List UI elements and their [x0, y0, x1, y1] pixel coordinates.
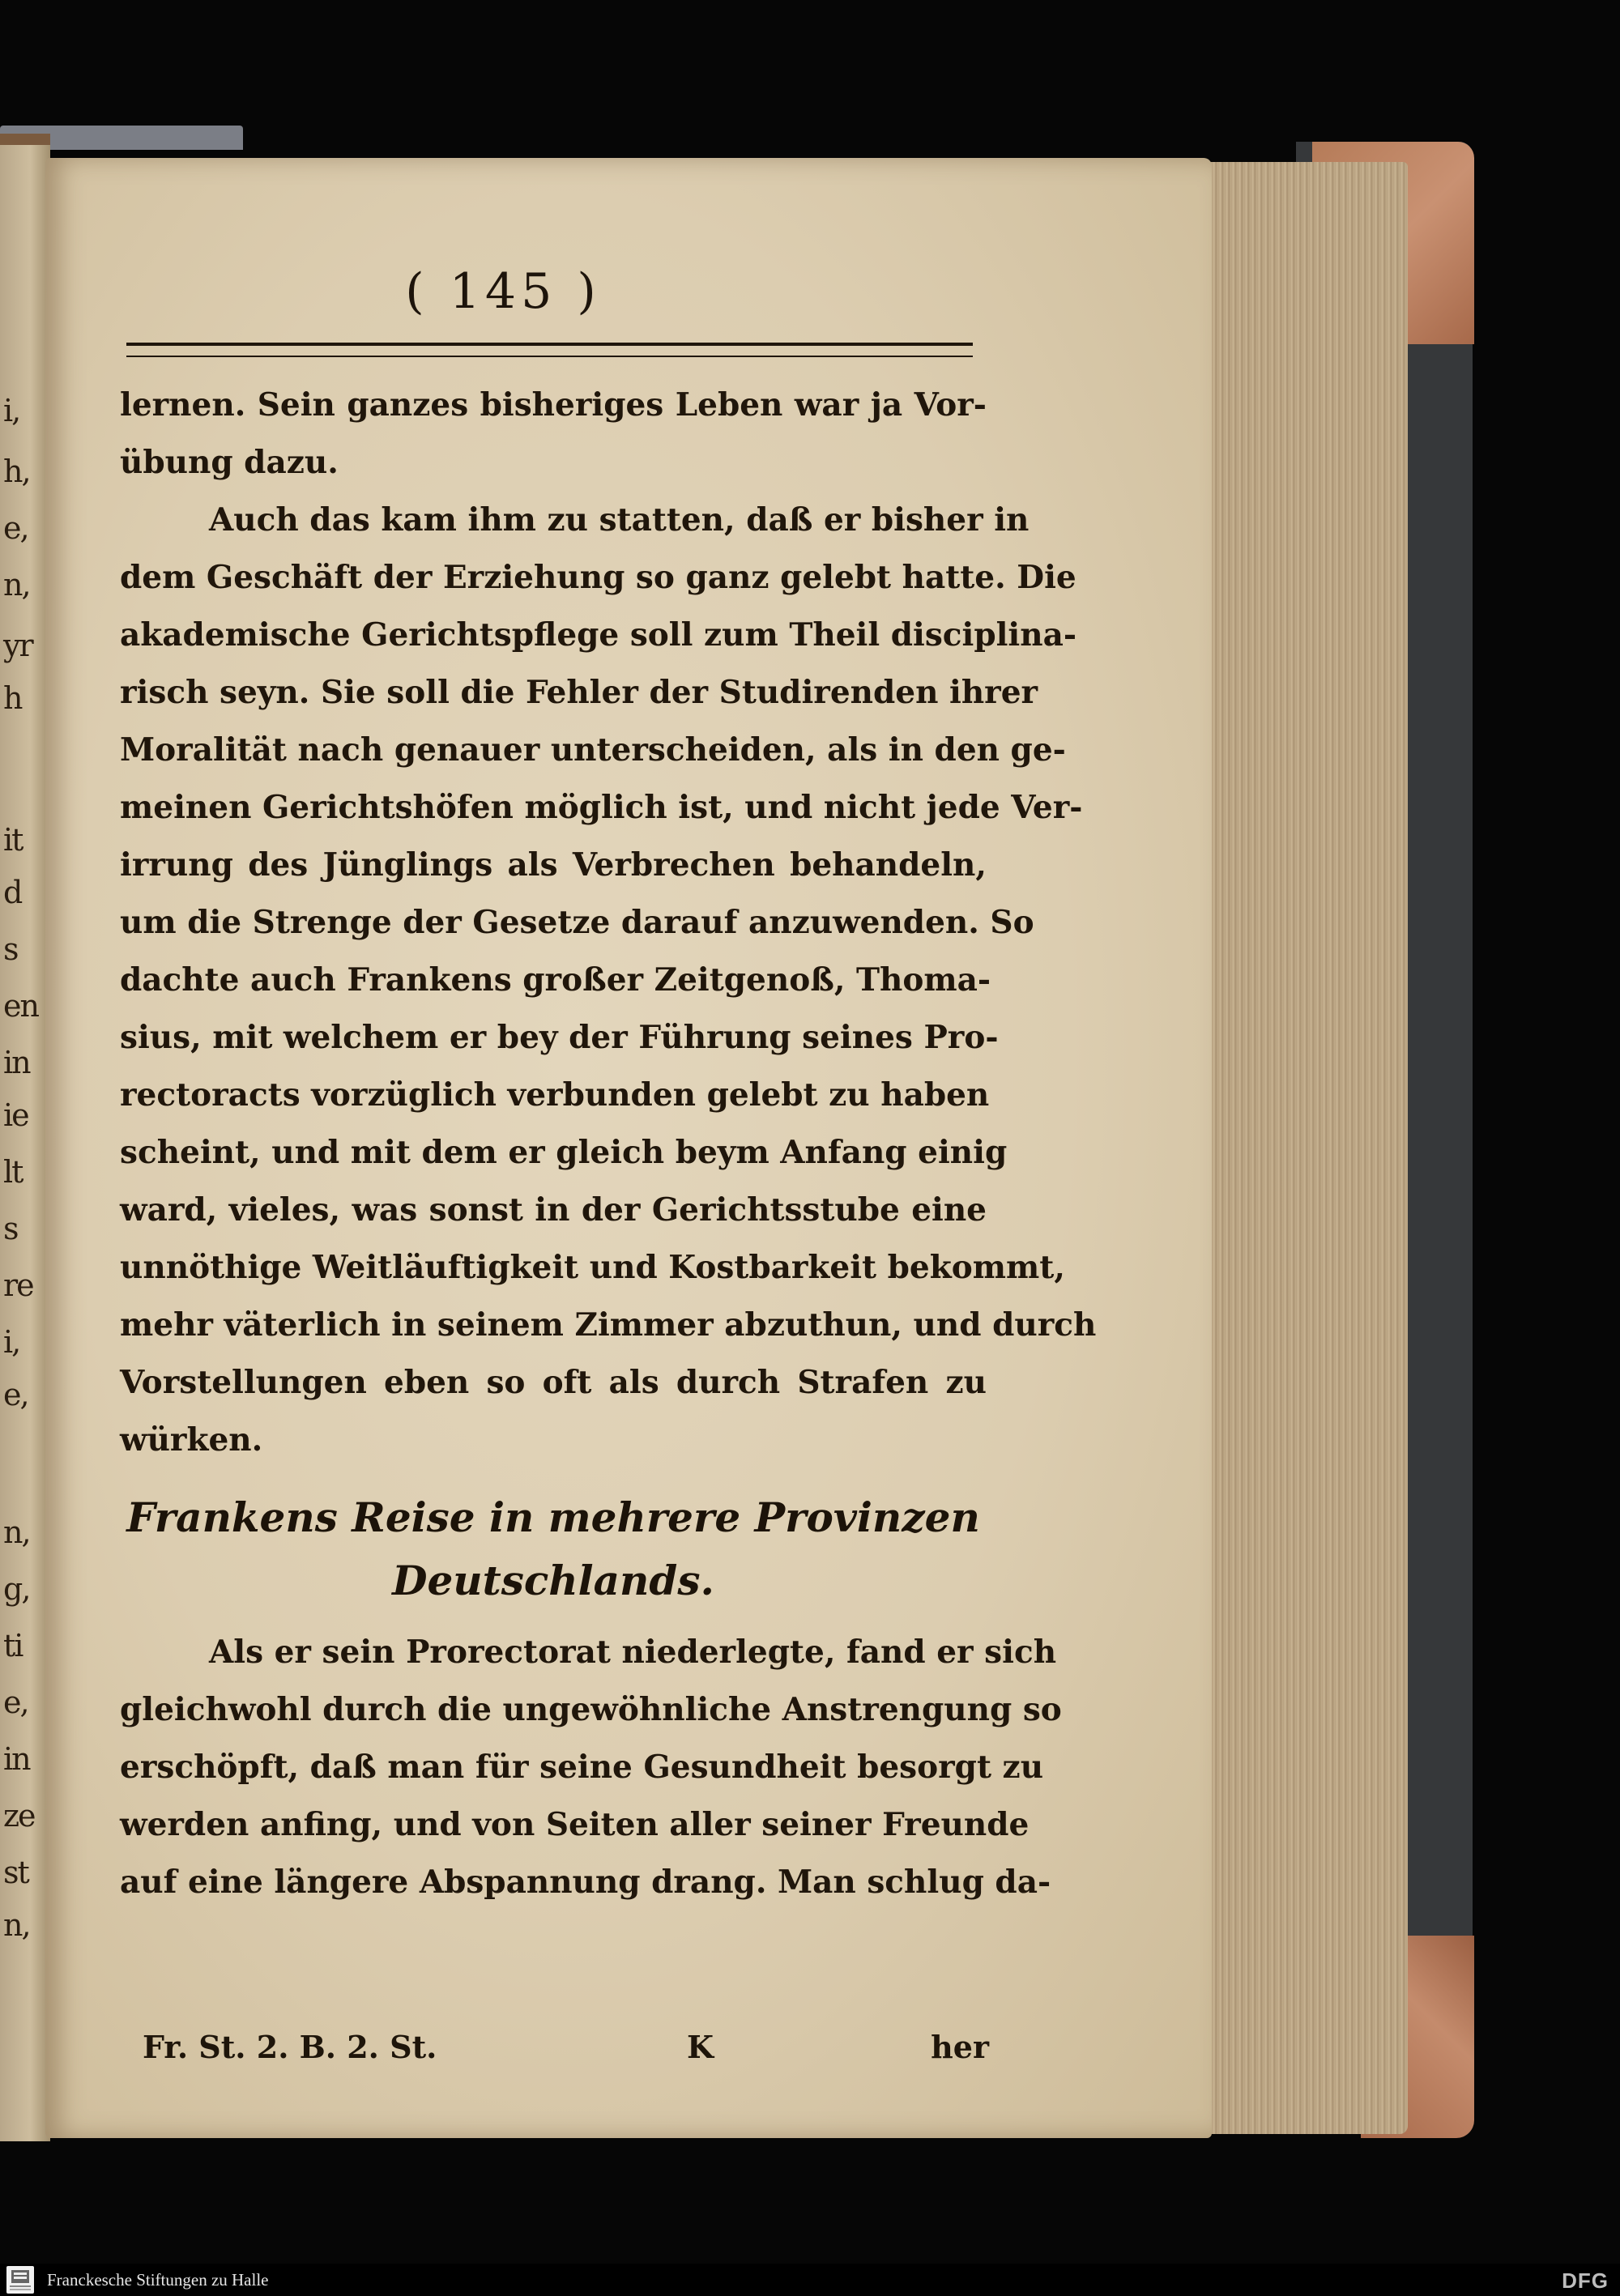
section-heading: [120, 1486, 987, 1612]
text-line: gleichwohl durch die ungewöhnliche Anstrengung so: [120, 1691, 1062, 1728]
text-line: mehr väterlich in seinem Zimmer abzuthun, und durch: [120, 1306, 1097, 1344]
margin-fragment: e,: [3, 1377, 28, 1412]
text-line: meinen Gerichtshöfen möglich ist, und nicht jede Ver-: [120, 789, 1083, 826]
signature-mark: K: [687, 2029, 714, 2065]
page-number: ( 145 ): [405, 263, 601, 320]
margin-fragment: h: [3, 680, 22, 716]
dfg-logo: DFG: [1562, 2268, 1609, 2293]
text-line: unnöthige Weitläuftigkeit und Kostbarkeit bekommt,: [120, 1249, 1065, 1286]
margin-fragment: i,: [3, 393, 20, 428]
margin-fragment: i,: [3, 1324, 20, 1360]
institution-logo-icon: [6, 2266, 34, 2294]
margin-fragment: g,: [3, 1571, 30, 1607]
text-line: erschöpft, daß man für seine Gesundheit besorgt zu: [120, 1749, 1044, 1786]
margin-fragment: d: [3, 875, 22, 910]
margin-fragment: e,: [3, 1685, 28, 1720]
body-text-section-2: [120, 1624, 1062, 1911]
margin-fragment: ze: [3, 1798, 35, 1834]
text-line: scheint, und mit dem er gleich beym Anfang einig: [120, 1134, 1008, 1171]
text-line: auf eine längere Abspannung drang. Man schlug da-: [120, 1864, 1051, 1901]
institution-name: Franckesche Stiftungen zu Halle: [47, 2270, 269, 2290]
margin-fragment: st: [3, 1855, 28, 1890]
text-line: irrung des Jünglings als Verbrechen behandeln,: [120, 846, 987, 884]
heading-line: Deutschlands.: [392, 1557, 714, 1604]
margin-fragment: s: [3, 1211, 18, 1246]
text-line: übung dazu.: [120, 444, 339, 481]
text-line: lernen. Sein ganzes bisheriges Leben war ja Vor-: [120, 386, 987, 424]
body-text: [120, 377, 1097, 1469]
page-footer: [143, 2029, 989, 2077]
margin-fragment: n,: [3, 567, 30, 603]
text-line: Moralität nach genauer unterscheiden, als in den ge-: [120, 731, 1066, 769]
margin-fragment: it: [3, 822, 23, 858]
text-line: ward, vieles, was sonst in der Gerichtsstube eine: [120, 1191, 987, 1229]
margin-fragment: n,: [3, 1907, 30, 1943]
margin-fragment: n,: [3, 1514, 30, 1550]
text-line: würken.: [120, 1421, 263, 1459]
book-page: [45, 158, 1212, 2138]
text-line: Vorstellungen eben so oft als durch Strafen zu: [120, 1364, 987, 1401]
margin-fragment: e,: [3, 510, 28, 546]
margin-fragment: ti: [3, 1628, 23, 1663]
margin-fragment: lt: [3, 1154, 23, 1190]
margin-fragment: en: [3, 988, 38, 1024]
margin-fragment: re: [3, 1267, 33, 1303]
text-line: rectoracts vorzüglich verbunden gelebt zu haben: [120, 1076, 990, 1114]
page-fore-edge: [1199, 162, 1408, 2134]
catchword: her: [931, 2029, 989, 2065]
header-rule: [126, 343, 973, 357]
text-line: risch seyn. Sie soll die Fehler der Studirenden ihrer: [120, 674, 1038, 711]
text-line: um die Strenge der Gesetze darauf anzuwenden. So: [120, 904, 1034, 941]
margin-fragment: s: [3, 931, 18, 967]
margin-fragment: h,: [3, 454, 30, 489]
text-line: dachte auch Frankens großer Zeitgenoß, Thoma-: [120, 961, 991, 999]
text-line: Auch das kam ihm zu statten, daß er bisher in: [209, 501, 1030, 539]
left-facing-page: [0, 134, 50, 2141]
margin-fragment: in: [3, 1045, 30, 1080]
viewer-footer-bar: [0, 2264, 1620, 2296]
margin-fragment: yr: [3, 628, 32, 663]
text-line: Als er sein Prorectorat niederlegte, fand er sich: [209, 1634, 1057, 1671]
text-line: sius, mit welchem er bey der Führung seines Pro-: [120, 1019, 999, 1056]
margin-fragment: in: [3, 1741, 30, 1777]
text-line: werden anfing, und von Seiten aller seiner Freunde: [120, 1806, 1030, 1843]
printer-signature: Fr. St. 2. B. 2. St.: [143, 2029, 437, 2065]
text-line: dem Geschäft der Erziehung so ganz gelebt hatte. Die: [120, 559, 1076, 596]
heading-line: Frankens Reise in mehrere Provinzen: [126, 1493, 980, 1541]
text-line: akademische Gerichtspflege soll zum Theil disciplina-: [120, 616, 1077, 654]
margin-fragment: ie: [3, 1097, 28, 1133]
